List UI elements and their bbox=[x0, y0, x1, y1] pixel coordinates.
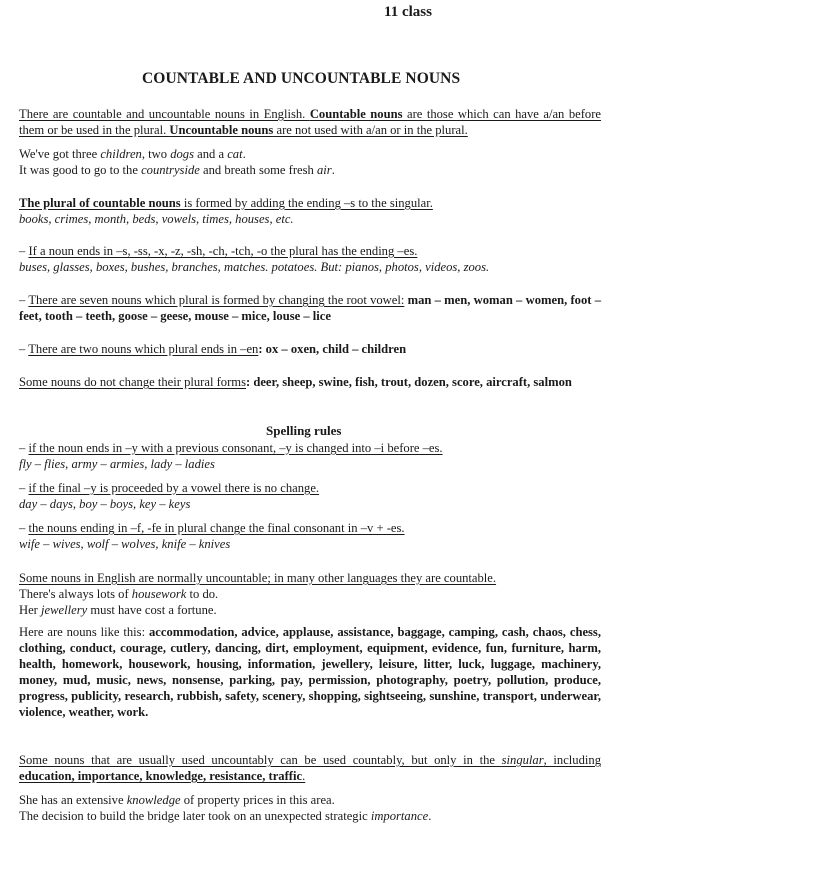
plural-rule: The plural of countable nouns is formed by adding the ending –s to the singular. bbox=[19, 196, 433, 210]
example-line: The decision to build the bridge later took on an unexpected strategic importance. bbox=[19, 809, 432, 823]
intro-examples bbox=[19, 146, 601, 178]
example-line: Her jewellery must have cost a fortune. bbox=[19, 603, 217, 617]
class-header: 11 class bbox=[384, 4, 432, 20]
rule-examples: buses, glasses, boxes, bushes, branches, matches. potatoes. But: pianos, photos, videos, zoos. bbox=[19, 260, 490, 274]
rule-unchanged bbox=[19, 374, 601, 390]
page-title: COUNTABLE AND UNCOUNTABLE NOUNS bbox=[142, 70, 461, 87]
countable-singular-section bbox=[19, 752, 601, 784]
spelling-rules-title: Spelling rules bbox=[266, 423, 342, 438]
spelling-rules bbox=[19, 440, 601, 552]
noun-list: Here are nouns like this: accommodation, advice, applause, assistance, baggage, camping, cash, chaos, chess, clothing, conduct, courage, cutlery, dancing, dirt, employment, equipment, evidence, fun, furniture, harm, health, homework, housework, housing, information, jewellery, leisure, litter, luck, luggage, machinery, money, mud, music, news, nonsense, parking, pay, permission, photography, poetry, pollution, produce, progress, publicity, research, rubbish, safety, scenery, shopping, sightseeing, sunshine, transport, underwear, violence, weather, work. bbox=[19, 625, 601, 719]
intro-paragraph bbox=[19, 106, 601, 138]
spelling-example: wife – wives, wolf – wolves, knife – knives bbox=[19, 537, 231, 551]
rule-line: Some nouns do not change their plural forms: deer, sheep, swine, fish, trout, dozen, score, aircraft, salmon bbox=[19, 375, 572, 389]
singular-rule: Some nouns that are usually used uncountably can be used countably, but only in the singular, including education, importance, knowledge, resistance, traffic. bbox=[19, 753, 601, 783]
rule-line: – If a noun ends in –s, -ss, -x, -z, -sh, -ch, -tch, -o the plural has the ending –es. bbox=[19, 244, 418, 258]
rule-es bbox=[19, 243, 601, 275]
rule-root-vowel bbox=[19, 292, 601, 324]
spelling-rule: – if the final –y is proceeded by a vowel there is no change. bbox=[19, 481, 320, 495]
example-line: There's always lots of housework to do. bbox=[19, 587, 219, 601]
example-line: She has an extensive knowledge of property prices in this area. bbox=[19, 793, 335, 807]
example-line: It was good to go to the countryside and breath some fresh air. bbox=[19, 163, 335, 177]
uncountable-section bbox=[19, 570, 601, 618]
spelling-example: fly – flies, army – armies, lady – ladies bbox=[19, 457, 215, 471]
uncountable-list bbox=[19, 624, 601, 720]
uncountable-rule: Some nouns in English are normally uncountable; in many other languages they are countable. bbox=[19, 571, 497, 585]
rule-line: – There are two nouns which plural ends in –en: ox – oxen, child – children bbox=[19, 342, 407, 356]
plural-section bbox=[19, 195, 601, 227]
intro-text: There are countable and uncountable nouns in English. Countable nouns are those which can have a/an before them or be used in the plural. Uncountable nouns are not used with a/an or in the plural. bbox=[19, 107, 602, 137]
example-line: We've got three children, two dogs and a cat. bbox=[19, 147, 246, 161]
spelling-example: day – days, boy – boys, key – keys bbox=[19, 497, 191, 511]
singular-examples bbox=[19, 792, 601, 824]
rule-line: – There are seven nouns which plural is formed by changing the root vowel: man – men, woman – women, foot – feet, tooth – teeth, goose – geese, mouse – mice, louse – lice bbox=[19, 293, 601, 323]
spelling-rule: – if the noun ends in –y with a previous consonant, –y is changed into –i before –es. bbox=[19, 441, 443, 455]
plural-examples: books, crimes, month, beds, vowels, times, houses, etc. bbox=[19, 212, 294, 226]
spelling-rule: – the nouns ending in –f, -fe in plural change the final consonant in –v + -es. bbox=[19, 521, 405, 535]
rule-en bbox=[19, 341, 601, 357]
